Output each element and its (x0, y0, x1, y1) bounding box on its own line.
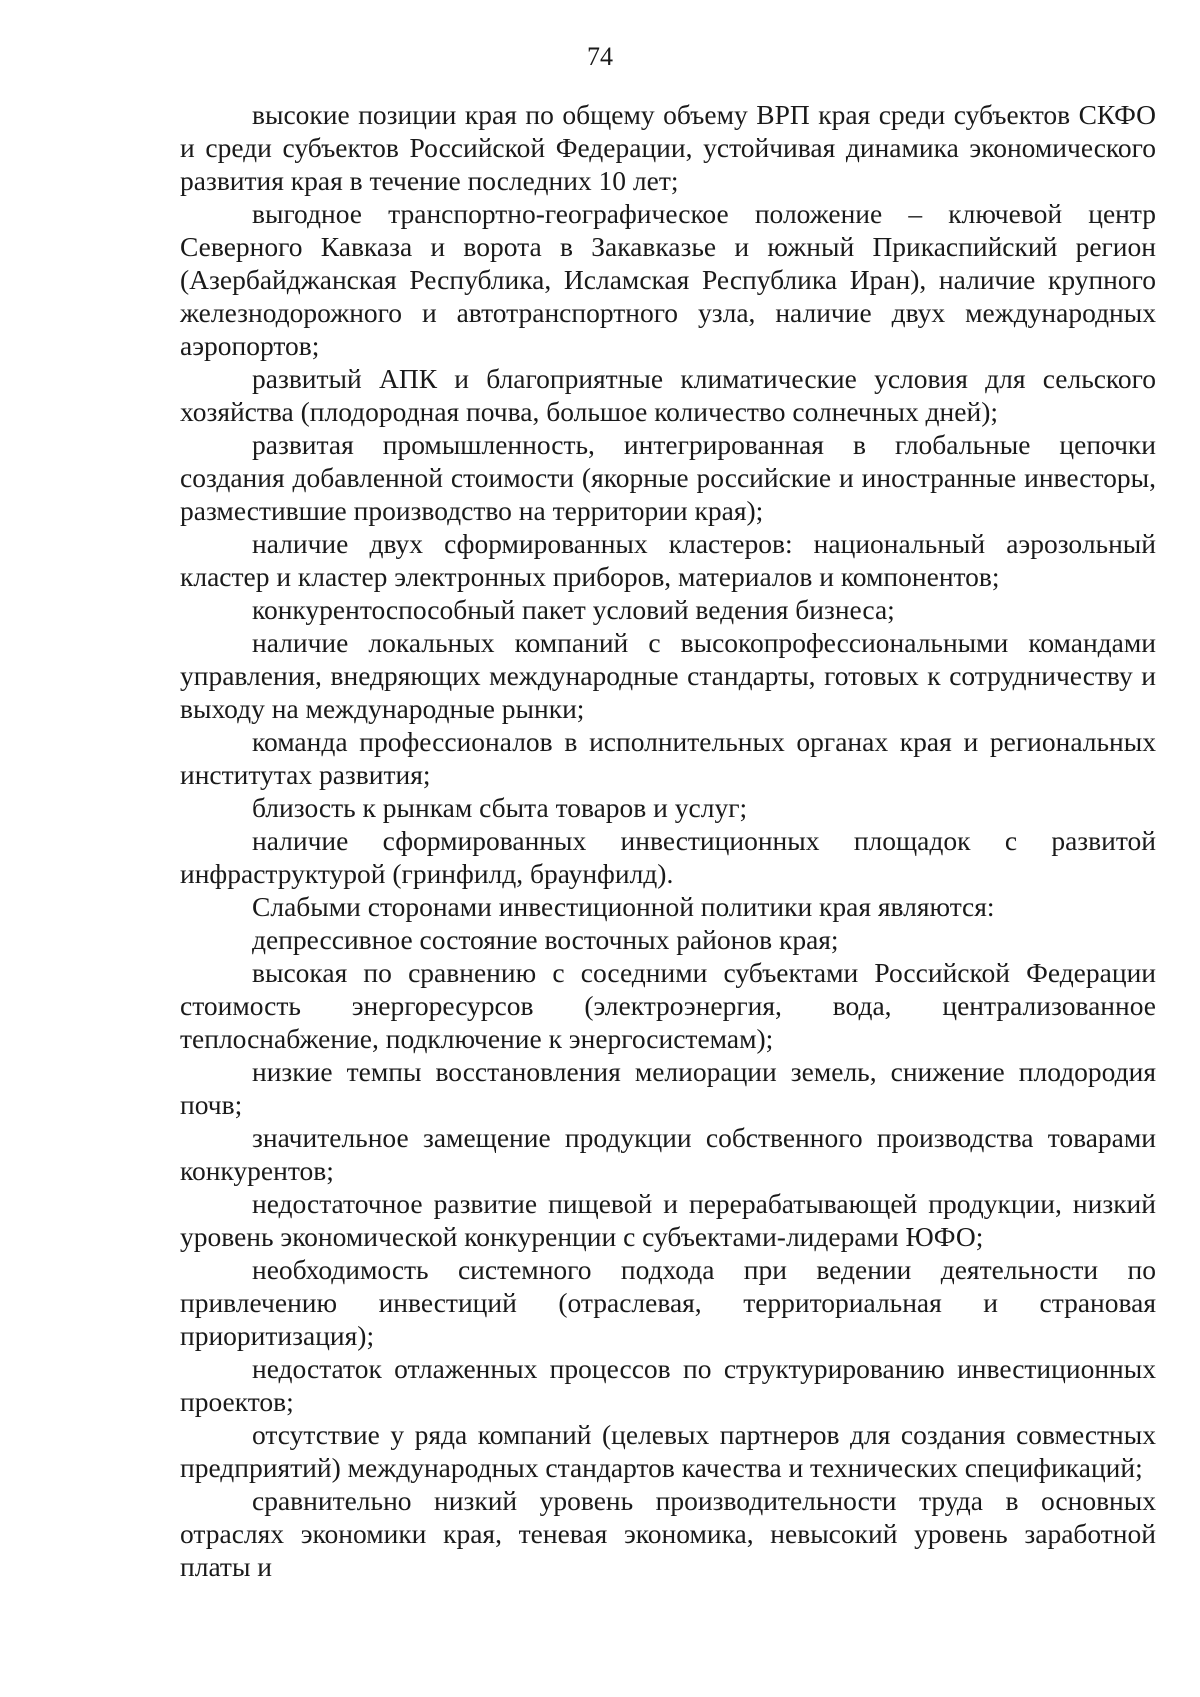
paragraph: необходимость системного подхода при ведении деятельности по привлечению инвестиций (отраслевая, территориальная и страновая приоритизация); (180, 1254, 1156, 1351)
paragraph: сравнительно низкий уровень производительности труда в основных отраслях экономики края, теневая экономика, невысокий уровень заработной платы и (180, 1485, 1156, 1582)
paragraph: депрессивное состояние восточных районов края; (252, 924, 839, 955)
paragraph: близость к рынкам сбыта товаров и услуг; (252, 792, 748, 823)
paragraph: значительное замещение продукции собственного производства товарами конкурентов; (180, 1122, 1156, 1186)
paragraph: наличие локальных компаний с высокопрофессиональными командами управления, внедряющих международные стандарты, готовых к сотрудничеству и выходу на международные рынки; (180, 627, 1156, 724)
paragraph: высокая по сравнению с соседними субъектами Российской Федерации стоимость энергоресурсов (электроэнергия, вода, централизованное теплоснабжение, подключение к энергосистемам); (180, 957, 1156, 1054)
section-lead-paragraph: Слабыми сторонами инвестиционной политики края являются: (252, 891, 995, 922)
paragraph: недостаточное развитие пищевой и перерабатывающей продукции, низкий уровень экономической конкуренции с субъектами-лидерами ЮФО; (180, 1188, 1156, 1252)
paragraph: высокие позиции края по общему объему ВРП края среди субъектов СКФО и среди субъектов Российской Федерации, устойчивая динамика экономического развития края в течение последних 10 лет; (180, 99, 1156, 196)
paragraph: наличие сформированных инвестиционных площадок с развитой инфраструктурой (гринфилд, браунфилд). (180, 825, 1156, 889)
paragraph: наличие двух сформированных кластеров: национальный аэрозольный кластер и кластер электронных приборов, материалов и компонентов; (180, 528, 1156, 592)
page-number: 74 (587, 42, 613, 71)
paragraph: развитая промышленность, интегрированная в глобальные цепочки создания добавленной стоимости (якорные российские и иностранные инвесторы, разместившие производство на территории края); (180, 429, 1156, 526)
paragraph: развитый АПК и благоприятные климатические условия для сельского хозяйства (плодородная почва, большое количество солнечных дней); (180, 363, 1156, 427)
paragraph: конкурентоспособный пакет условий ведения бизнеса; (252, 594, 895, 625)
paragraph: низкие темпы восстановления мелиорации земель, снижение плодородия почв; (180, 1056, 1156, 1120)
paragraph: отсутствие у ряда компаний (целевых партнеров для создания совместных предприятий) международных стандартов качества и технических спецификаций; (180, 1419, 1156, 1483)
document-body (180, 98, 1156, 1583)
paragraph: недостаток отлаженных процессов по структурированию инвестиционных проектов; (180, 1353, 1156, 1417)
paragraph: выгодное транспортно-географическое положение – ключевой центр Северного Кавказа и ворота в Закавказье и южный Прикаспийский регион (Азербайджанская Республика, Исламская Республика Иран), наличие крупного железнодорожного и автотранспортного узла, наличие двух международных аэропортов; (180, 198, 1156, 361)
paragraph: команда профессионалов в исполнительных органах края и региональных институтах развития; (180, 726, 1156, 790)
